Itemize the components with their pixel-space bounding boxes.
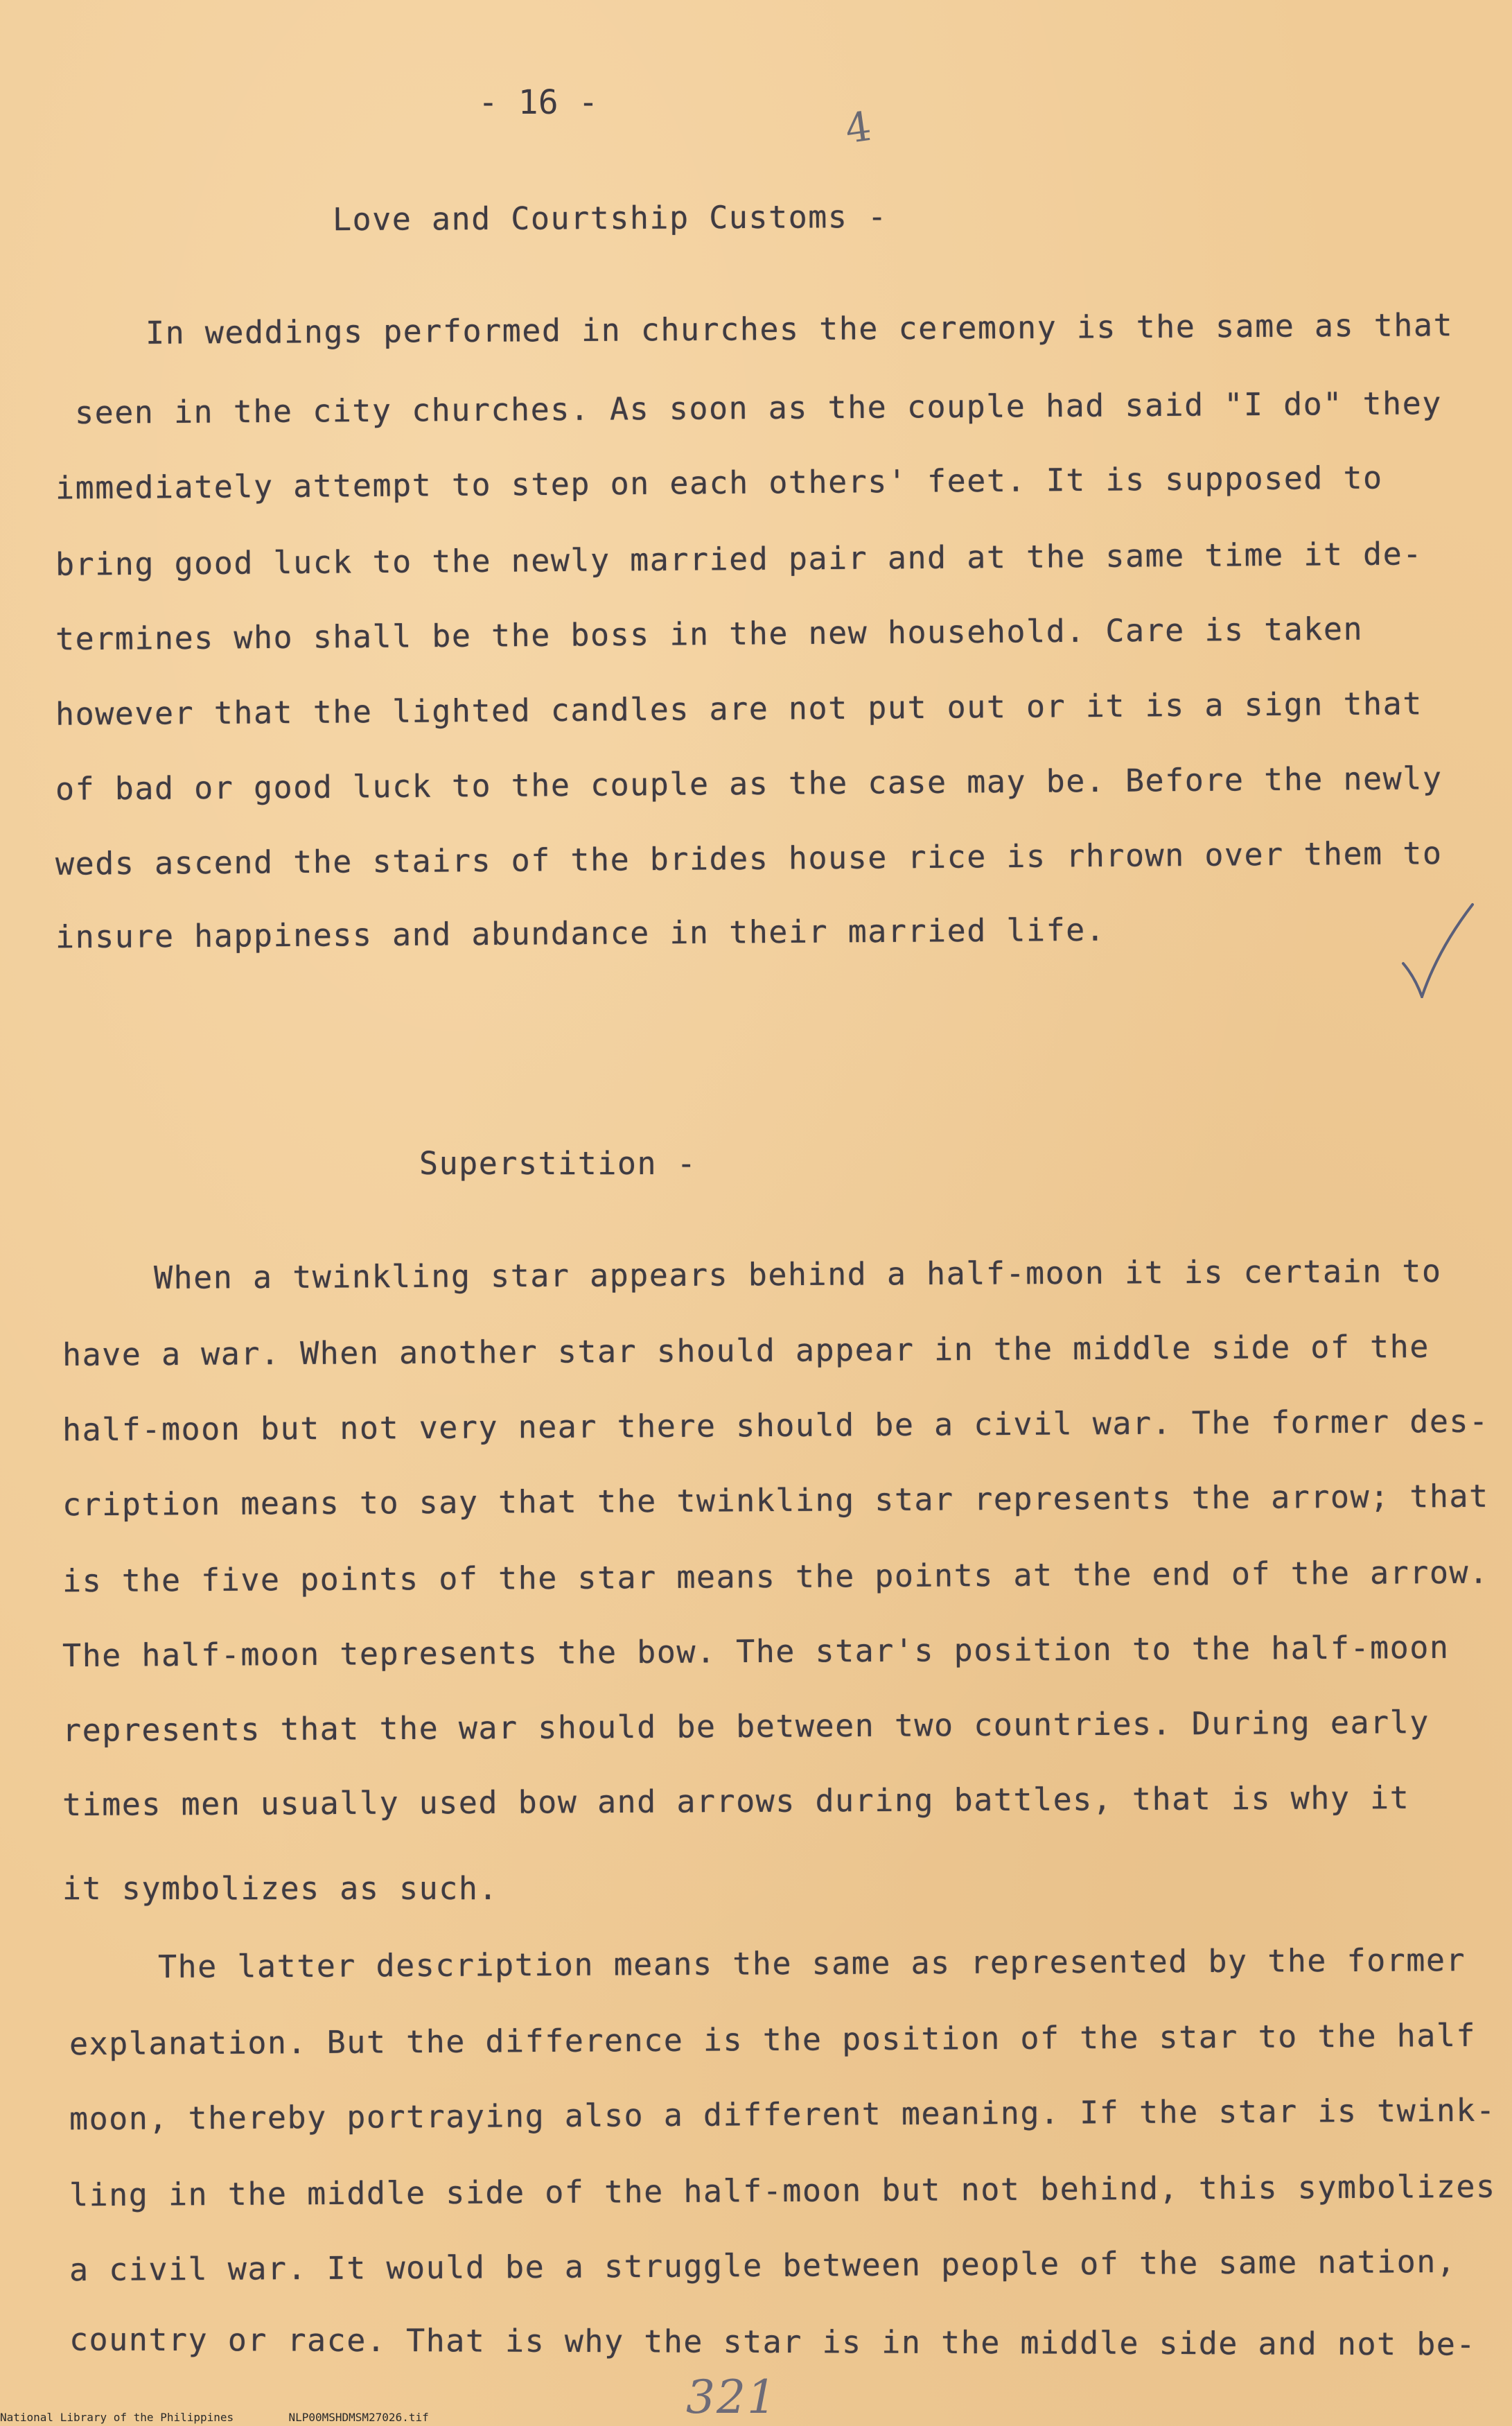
page-number: - 16 - [478,83,599,122]
text-line: of bad or good luck to the couple as the case may be. Before the newly [55,760,1443,808]
text-line: cription means to say that the twinkling star represents the arrow; that [62,1477,1489,1524]
text-line: however that the lighted candles are not put out or it is a sign that [55,685,1423,733]
text-line: is the five points of the star means the points at the end of the arrow. [62,1553,1489,1600]
scan-footer [0,2411,429,2424]
text-line: explanation. But the difference is the position of the star to the half [69,2016,1477,2063]
check-mark-icon [1400,901,1476,998]
text-line: In weddings performed in churches the ceremony is the same as that [145,306,1454,351]
text-line: weds ascend the stairs of the brides house rice is rhrown over them to [55,835,1443,882]
text-line: it symbolizes as such. [62,1870,499,1907]
text-line: immediately attempt to step on each others' feet. It is supposed to [55,459,1383,507]
text-line: country or race. That is why the star is in the middle side and not be- [69,2321,1477,2363]
text-line: termines who shall be the boss in the new household. Care is taken [55,610,1364,658]
footer-institution: National Library of the Philippines [0,2411,234,2424]
text-line: bring good luck to the newly married pair and at the same time it de- [55,535,1423,583]
text-line: ling in the middle side of the half-moon but not behind, this symbolizes [69,2167,1496,2214]
text-line: a civil war. It would be a struggle between people of the same nation, [69,2242,1457,2289]
text-line: have a war. When another star should appear in the middle side of the [62,1327,1430,1374]
folio-number: 321 [686,2371,777,2424]
section-heading-love: Love and Courtship Customs - [332,198,888,238]
text-line: seen in the city churches. As soon as the couple had said "I do" they [74,385,1443,431]
text-line: times men usually used bow and arrows during battles, that is why it [62,1779,1410,1824]
pencil-annotation: 4 [842,102,874,153]
text-line: insure happiness and abundance in their married life. [55,911,1106,956]
text-line: half-moon but not very near there should be a civil war. The former des- [62,1402,1489,1449]
footer-file-id: NLP00MSHDMSM27026.tif [288,2411,429,2424]
text-line: moon, thereby portraying also a different meaning. If the star is twink- [69,2091,1496,2138]
text-line: When a twinkling star appears behind a half-moon it is certain to [153,1253,1442,1296]
text-line: represents that the war should be between two countries. During early [62,1703,1430,1749]
text-line: The half-moon tepresents the bow. The star's position to the half-moon [62,1628,1450,1675]
text-line: The latter description means the same as represented by the former [157,1941,1466,1985]
section-heading-superstition: Superstition - [419,1145,697,1182]
